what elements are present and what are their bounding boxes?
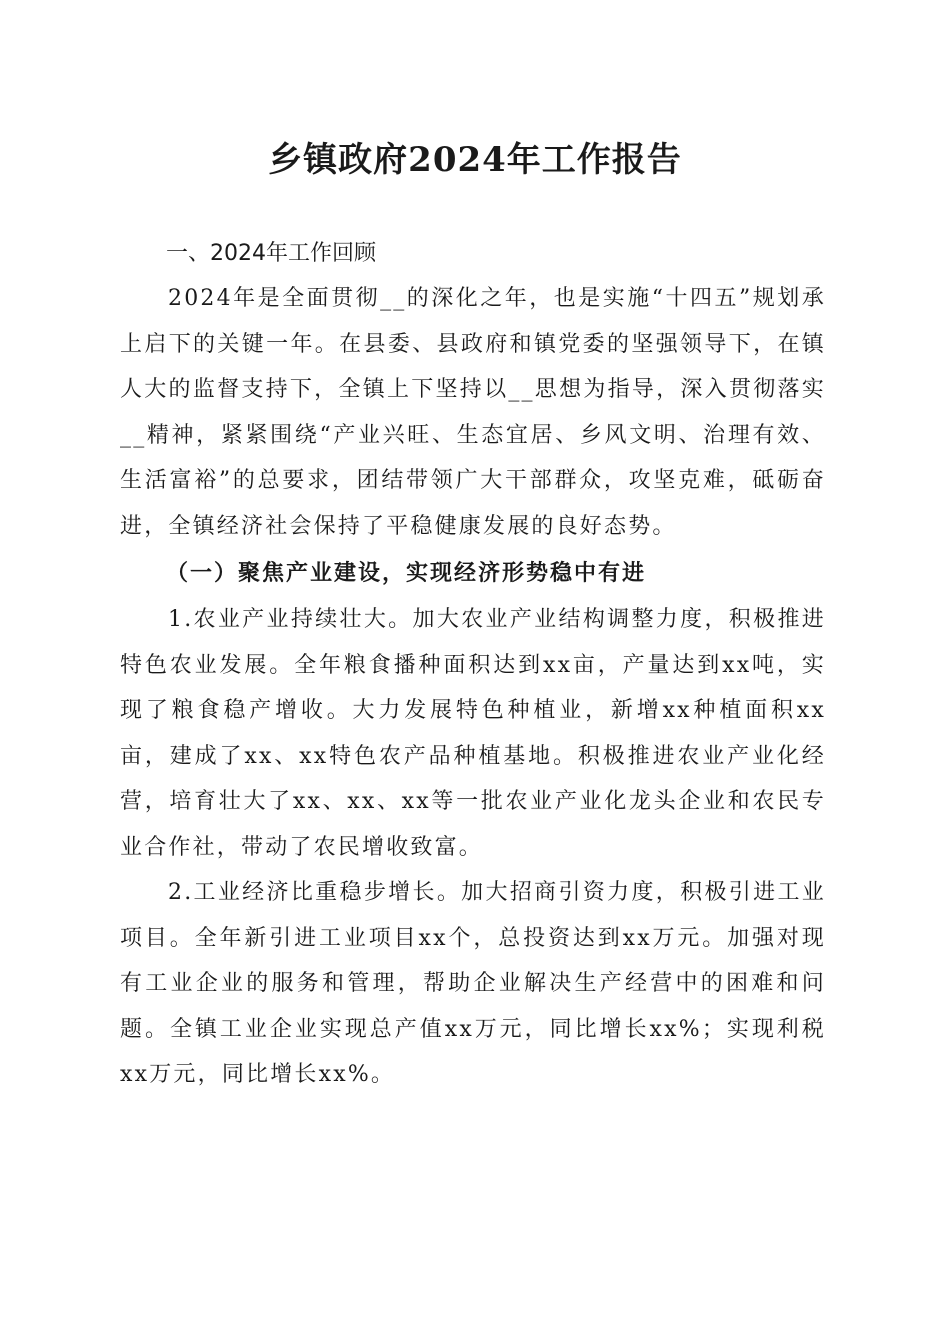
document-title: 乡镇政府2024年工作报告	[268, 140, 682, 180]
section-heading-work-review: 一、2024年工作回顾	[166, 241, 376, 266]
subsection-heading-industry: （一）聚焦产业建设，实现经济形势稳中有进	[166, 560, 647, 586]
industry-paragraph: 2.工业经济比重稳步增长。加大招商引资力度，积极引进工业项目。全年新引进工业项目xx个，总投资达到xx万元。加强对现有工业企业的服务和管理，帮助企业解决生产经营中的困难和问题。全镇工业企业实现总产值xx万元，同比增长xx%；实现利税xx万元，同比增长xx%。	[120, 880, 826, 1087]
intro-paragraph: 2024年是全面贯彻__的深化之年，也是实施“十四五”规划承上启下的关键一年。在县委、县政府和镇党委的坚强领导下，在镇人大的监督支持下，全镇上下坚持以__思想为指导，深入贯彻落实__精神，紧紧围绕“产业兴旺、生态宜居、乡风文明、治理有效、生活富裕”的总要求，团结带领广大干部群众，攻坚克难，砥砺奋进，全镇经济社会保持了平稳健康发展的良好态势。	[120, 286, 826, 539]
document-body	[120, 232, 826, 1098]
agriculture-paragraph: 1.农业产业持续壮大。加大农业产业结构调整力度，积极推进特色农业发展。全年粮食播种面积达到xx亩，产量达到xx吨，实现了粮食稳产增收。大力发展特色种植业，新增xx种植面积xx亩，建成了xx、xx特色农产品种植基地。积极推进农业产业化经营，培育壮大了xx、xx、xx等一批农业产业化龙头企业和农民专业合作社，带动了农民增收致富。	[120, 607, 826, 860]
